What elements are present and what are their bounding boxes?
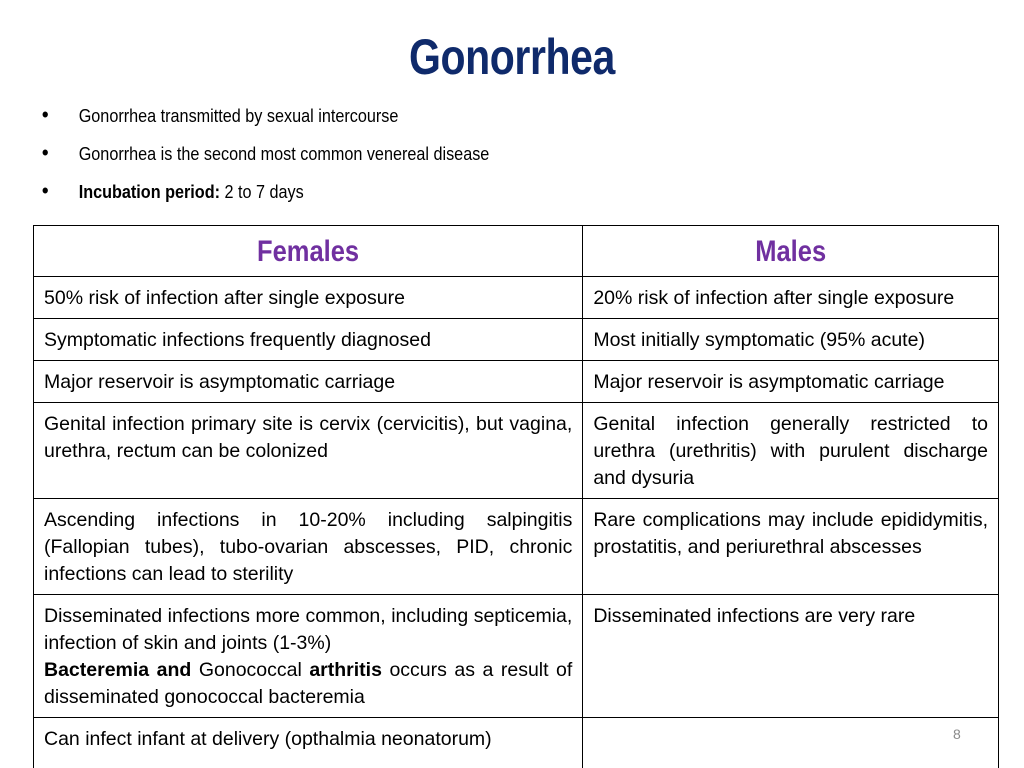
cell-males: Major reservoir is asymptomatic carriage [583, 361, 999, 403]
bullet-item [40, 180, 489, 218]
cell-females: Disseminated infections more common, including septicemia, infection of skin and joints (1-3%) Bacteremia and Gonococcal arthritis occurs as a result of disseminated gonococcal bacteremia [34, 595, 583, 718]
slide-title: Gonorrhea [409, 29, 615, 85]
cell-females: 50% risk of infection after single exposure [34, 277, 583, 319]
cell-males: Most initially symptomatic (95% acute) [583, 319, 999, 361]
bullet-dot-icon: • [41, 140, 49, 165]
bullet-text: Gonorrhea transmitted by sexual intercourse [78, 106, 399, 126]
cell-males: 20% risk of infection after single exposure [583, 277, 999, 319]
header-males: Males [583, 226, 999, 277]
bullet-text: Gonorrhea is the second most common venereal disease [78, 144, 490, 164]
cell-females: Can infect infant at delivery (opthalmia neonatorum) [34, 718, 583, 768]
table-row [34, 361, 999, 403]
table-header-row [34, 226, 999, 277]
cell-males: Disseminated infections are very rare [583, 595, 999, 718]
cell-females: Major reservoir is asymptomatic carriage [34, 361, 583, 403]
page-number: 8 [953, 726, 961, 742]
bullet-dot-icon: • [41, 178, 49, 203]
bullet-item [40, 142, 489, 180]
cell-females: Symptomatic infections frequently diagnosed [34, 319, 583, 361]
bullet-dot-icon: • [41, 102, 49, 127]
cell-females: Ascending infections in 10-20% including salpingitis (Fallopian tubes), tubo-ovarian abscesses, PID, chronic infections can lead to sterility [34, 499, 583, 595]
bullet-list [40, 104, 539, 218]
table-row [34, 319, 999, 361]
cell-males: Genital infection generally restricted to urethra (urethritis) with purulent discharge and dysuria [583, 403, 999, 499]
bullet-bold-label: Incubation period: [78, 182, 220, 202]
table-row [34, 403, 999, 499]
bullet-item [40, 104, 489, 142]
table-row [34, 277, 999, 319]
comparison-table [33, 225, 999, 768]
cell-males: Rare complications may include epididymitis, prostatitis, and periurethral abscesses [583, 499, 999, 595]
cell-females: Genital infection primary site is cervix (cervicitis), but vagina, urethra, rectum can be colonized [34, 403, 583, 499]
table-row [34, 718, 999, 768]
cell-males [583, 718, 999, 768]
bullet-text: 2 to 7 days [220, 182, 304, 202]
table-row [34, 595, 999, 718]
header-females: Females [34, 226, 583, 277]
table-row [34, 499, 999, 595]
